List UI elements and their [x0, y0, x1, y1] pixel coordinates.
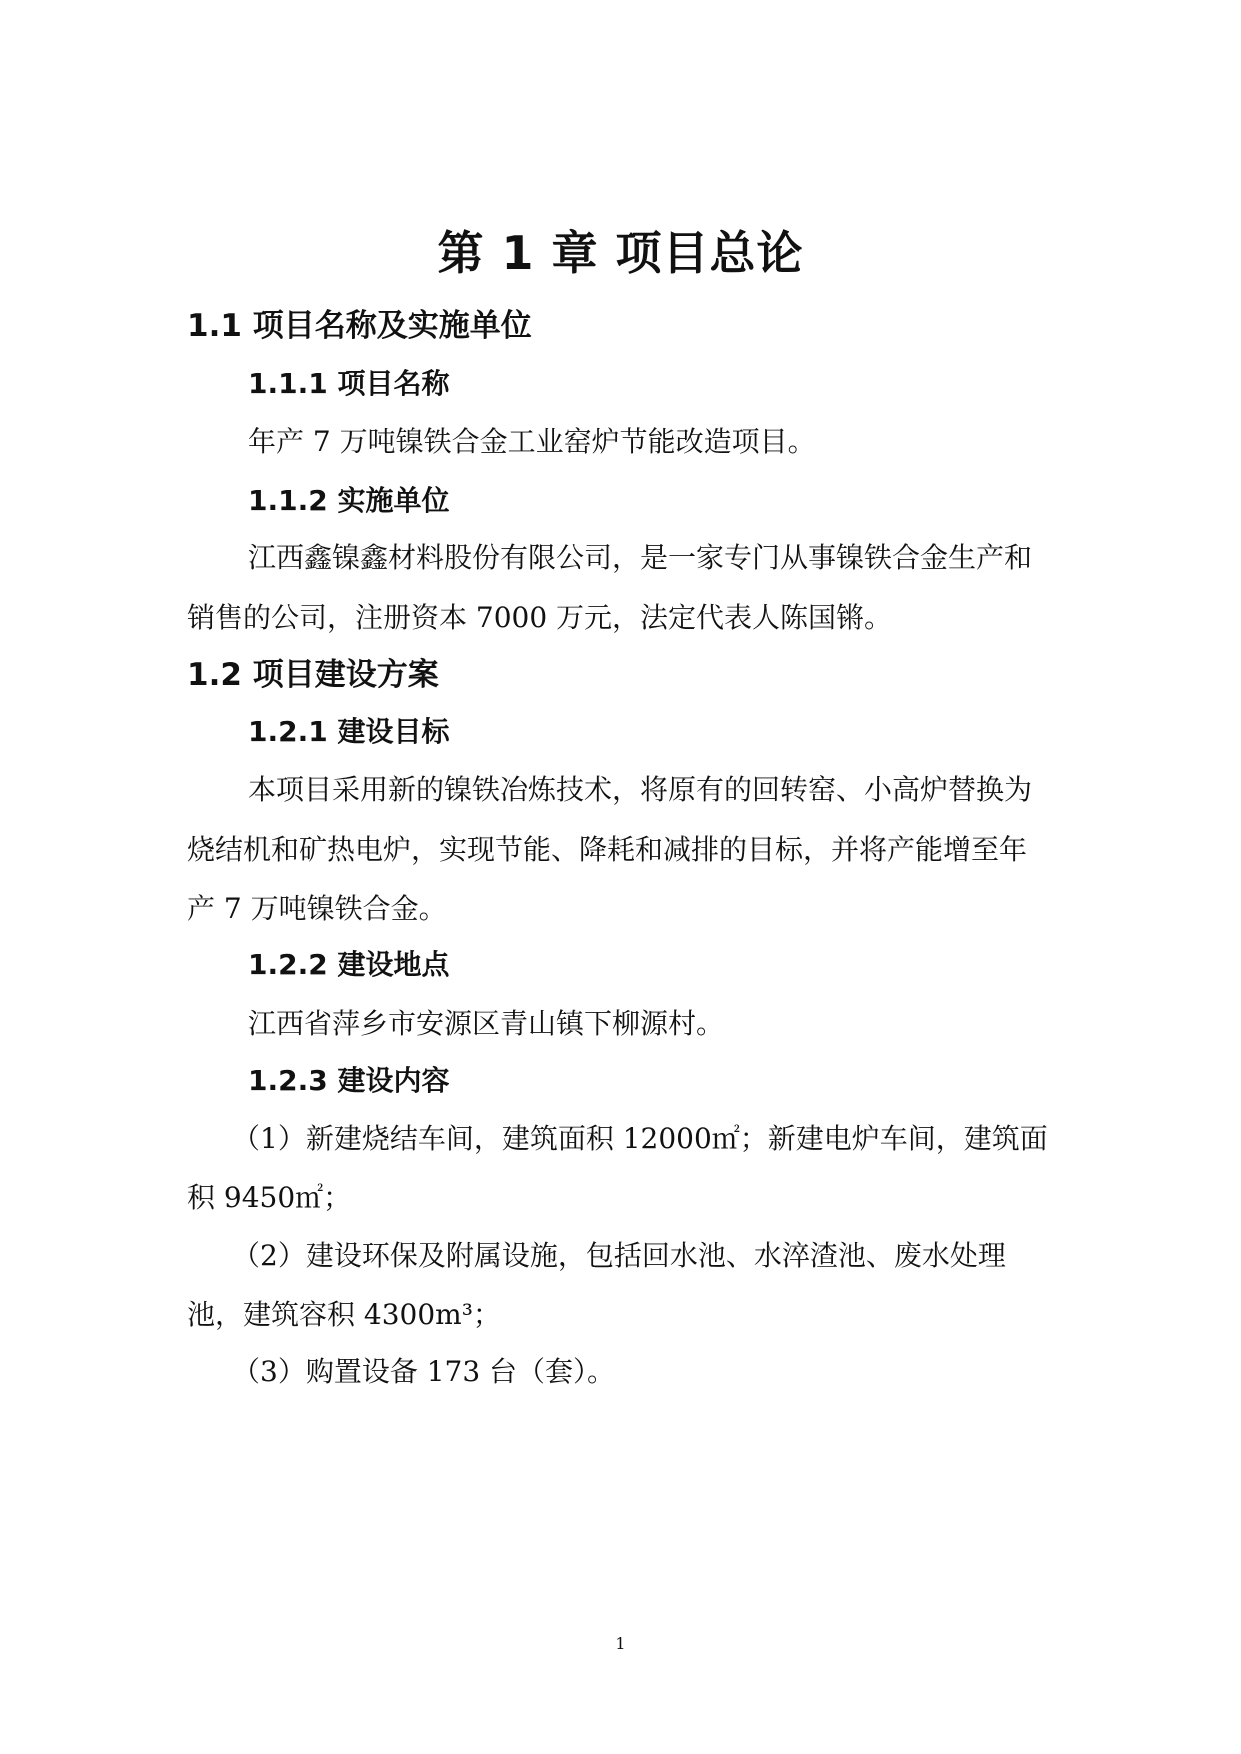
list-item-1-line1: （1）新建烧结车间，建筑面积 12000㎡；新建电炉车间，建筑面: [232, 1122, 1048, 1155]
subsection-heading-1-1-1: 1.1.1 项目名称: [248, 367, 450, 400]
paragraph-implementer-line1: 江西鑫镍鑫材料股份有限公司，是一家专门从事镍铁合金生产和: [248, 541, 1033, 574]
section-heading-1-2: 1.2 项目建设方案: [187, 657, 439, 693]
list-item-2-line2: 池，建筑容积 4300m³；: [187, 1298, 501, 1331]
section-heading-1-1: 1.1 项目名称及实施单位: [187, 308, 532, 344]
paragraph-goal-line2: 烧结机和矿热电炉，实现节能、降耗和减排的目标，并将产能增至年: [187, 833, 1028, 866]
paragraph-goal-line1: 本项目采用新的镍铁冶炼技术，将原有的回转窑、小高炉替换为: [248, 773, 1033, 806]
list-item-1-line2: 积 9450㎡；: [187, 1181, 352, 1214]
subsection-heading-1-1-2: 1.1.2 实施单位: [248, 484, 450, 517]
paragraph-location: 江西省萍乡市安源区青山镇下柳源村。: [248, 1007, 725, 1040]
list-item-2-line1: （2）建设环保及附属设施，包括回水池、水淬渣池、废水处理: [232, 1239, 1006, 1272]
page-number: 1: [615, 1634, 626, 1653]
paragraph-project-name: 年产 7 万吨镍铁合金工业窑炉节能改造项目。: [248, 425, 816, 458]
subsection-heading-1-2-3: 1.2.3 建设内容: [248, 1064, 450, 1097]
subsection-heading-1-2-2: 1.2.2 建设地点: [248, 948, 450, 981]
chapter-title: 第 1 章 项目总论: [437, 226, 804, 280]
paragraph-goal-line3: 产 7 万吨镍铁合金。: [187, 892, 447, 925]
subsection-heading-1-2-1: 1.2.1 建设目标: [248, 715, 450, 748]
list-item-3: （3）购置设备 173 台（套）。: [232, 1355, 616, 1388]
paragraph-implementer-line2: 销售的公司，注册资本 7000 万元，法定代表人陈国锵。: [187, 601, 893, 634]
